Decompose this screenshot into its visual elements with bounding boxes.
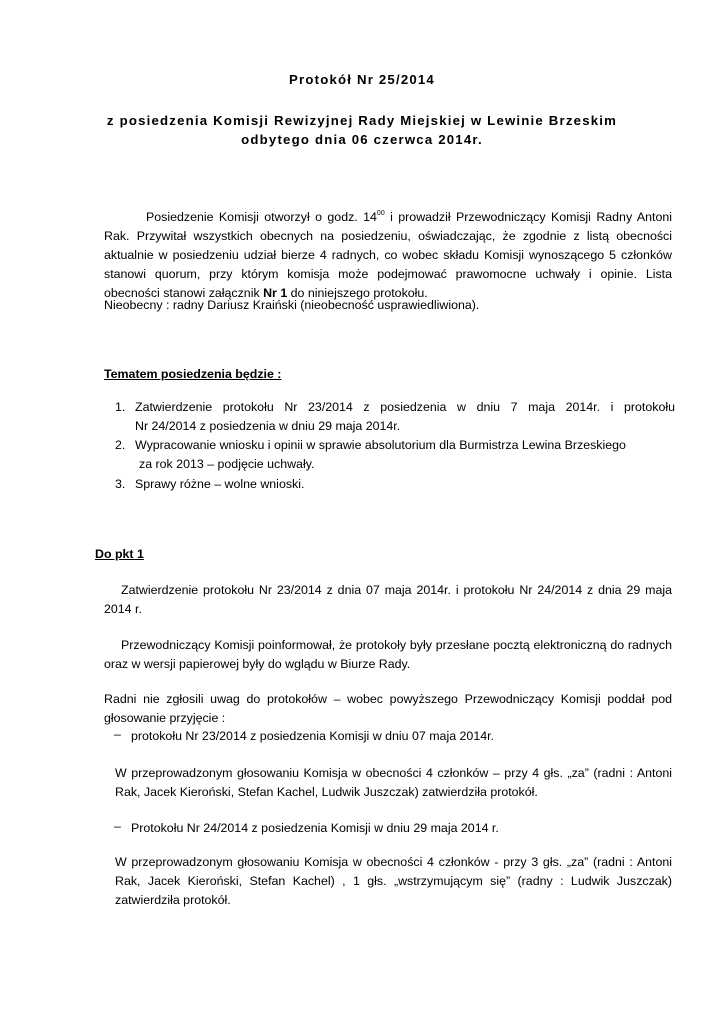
protocol-date: odbytego dnia 06 czerwca 2014r. — [241, 132, 483, 147]
agenda-item-text: Wypracowanie wniosku i opinii w sprawie absolutorium dla Burmistrza Lewina Brzeskiego — [135, 438, 626, 452]
agenda-item — [115, 436, 675, 474]
attachment-number: Nr 1 — [263, 286, 288, 300]
absent-member: Nieobecny : radny Dariusz Kraiński (nieobecność usprawiedliwiona). — [104, 298, 480, 312]
agenda-item-number: 1. — [115, 400, 126, 414]
agenda-item — [115, 398, 675, 436]
bullet-protocol-24: Protokołu Nr 24/2014 z posiedzenia Komisji w dniu 29 maja 2014 r. — [131, 821, 499, 835]
pkt1-paragraph-2: Przewodniczący Komisji poinformował, że protokoły były przesłane pocztą elektroniczną do radnych oraz w wersji papierowej były do wglądu w Biurze Rady. — [104, 638, 672, 671]
intro-text-cont: i prowadził Przewodniczący Komisji Radny Antoni Rak. Przywitał wszystkich obecnych na posiedzeniu, oświadczając, że zgodnie z listą obecności aktualnie w posiedzeniu udział bierze 4 radnych, co wobec składu Komisji wynoszącego 5 członków stanowi quorum, przy którym komisja może podejmować prawomocne uchwały i opinie. Lista obecności stanowi załącznik — [104, 210, 672, 300]
agenda-item-text-cont: za rok 2013 – podjęcie uchwały. — [139, 457, 315, 471]
agenda-item-text-cont: Nr 24/2014 z posiedzenia w dniu 29 maja 2014r. — [135, 419, 401, 433]
time-superscript: 00 — [376, 210, 385, 217]
protocol-subtitle: z posiedzenia Komisji Rewizyjnej Rady Miejskiej w Lewinie Brzeskim — [106, 113, 618, 128]
agenda-item — [115, 475, 675, 494]
agenda-item-text: Sprawy różne – wolne wnioski. — [135, 477, 305, 491]
vote-result-1: W przeprowadzonym głosowaniu Komisja w obecności 4 członków – przy 4 głs. „za” (radni : Antoni Rak, Jacek Kieroński, Stefan Kachel, Ludwik Juszczak) zatwierdziła protokół. — [115, 766, 672, 799]
pkt1-heading: Do pkt 1 — [95, 547, 144, 561]
agenda-item-number: 2. — [115, 438, 126, 452]
bullet-protocol-23: protokołu Nr 23/2014 z posiedzenia Komisji w dniu 07 maja 2014r. — [131, 729, 494, 743]
intro-text-end: do niniejszego protokołu. — [287, 286, 428, 300]
vote-result-2: W przeprowadzonym głosowaniu Komisja w obecności 4 członków - przy 3 głs. „za” (radni : Antoni Rak, Jacek Kieroński, Stefan Kachel) , 1 głs. „wstrzymującym się” (radny : Ludwik Juszczak) zatwierdziła protokół. — [115, 855, 672, 907]
agenda-heading: Tematem posiedzenia będzie : — [104, 367, 282, 381]
intro-text: Posiedzenie Komisji otworzył o godz. 14 — [146, 210, 377, 224]
pkt1-paragraph-1: Zatwierdzenie protokołu Nr 23/2014 z dnia 07 maja 2014r. i protokołu Nr 24/2014 z dnia 29 maja 2014 r. — [104, 583, 672, 616]
intro-paragraph — [104, 204, 672, 303]
protocol-title: Protokół Nr 25/2014 — [289, 72, 435, 87]
agenda-item-number: 3. — [115, 477, 126, 491]
agenda-item-text: Zatwierdzenie protokołu Nr 23/2014 z posiedzenia w dniu 7 maja 2014r. i protokołu — [135, 400, 675, 414]
dash-bullet: – — [114, 819, 121, 833]
dash-bullet: – — [114, 727, 121, 741]
pkt1-paragraph-3: Radni nie zgłosili uwag do protokołów – wobec powyższego Przewodniczący Komisji poddał pod głosowanie przyjęcie : — [104, 692, 672, 725]
